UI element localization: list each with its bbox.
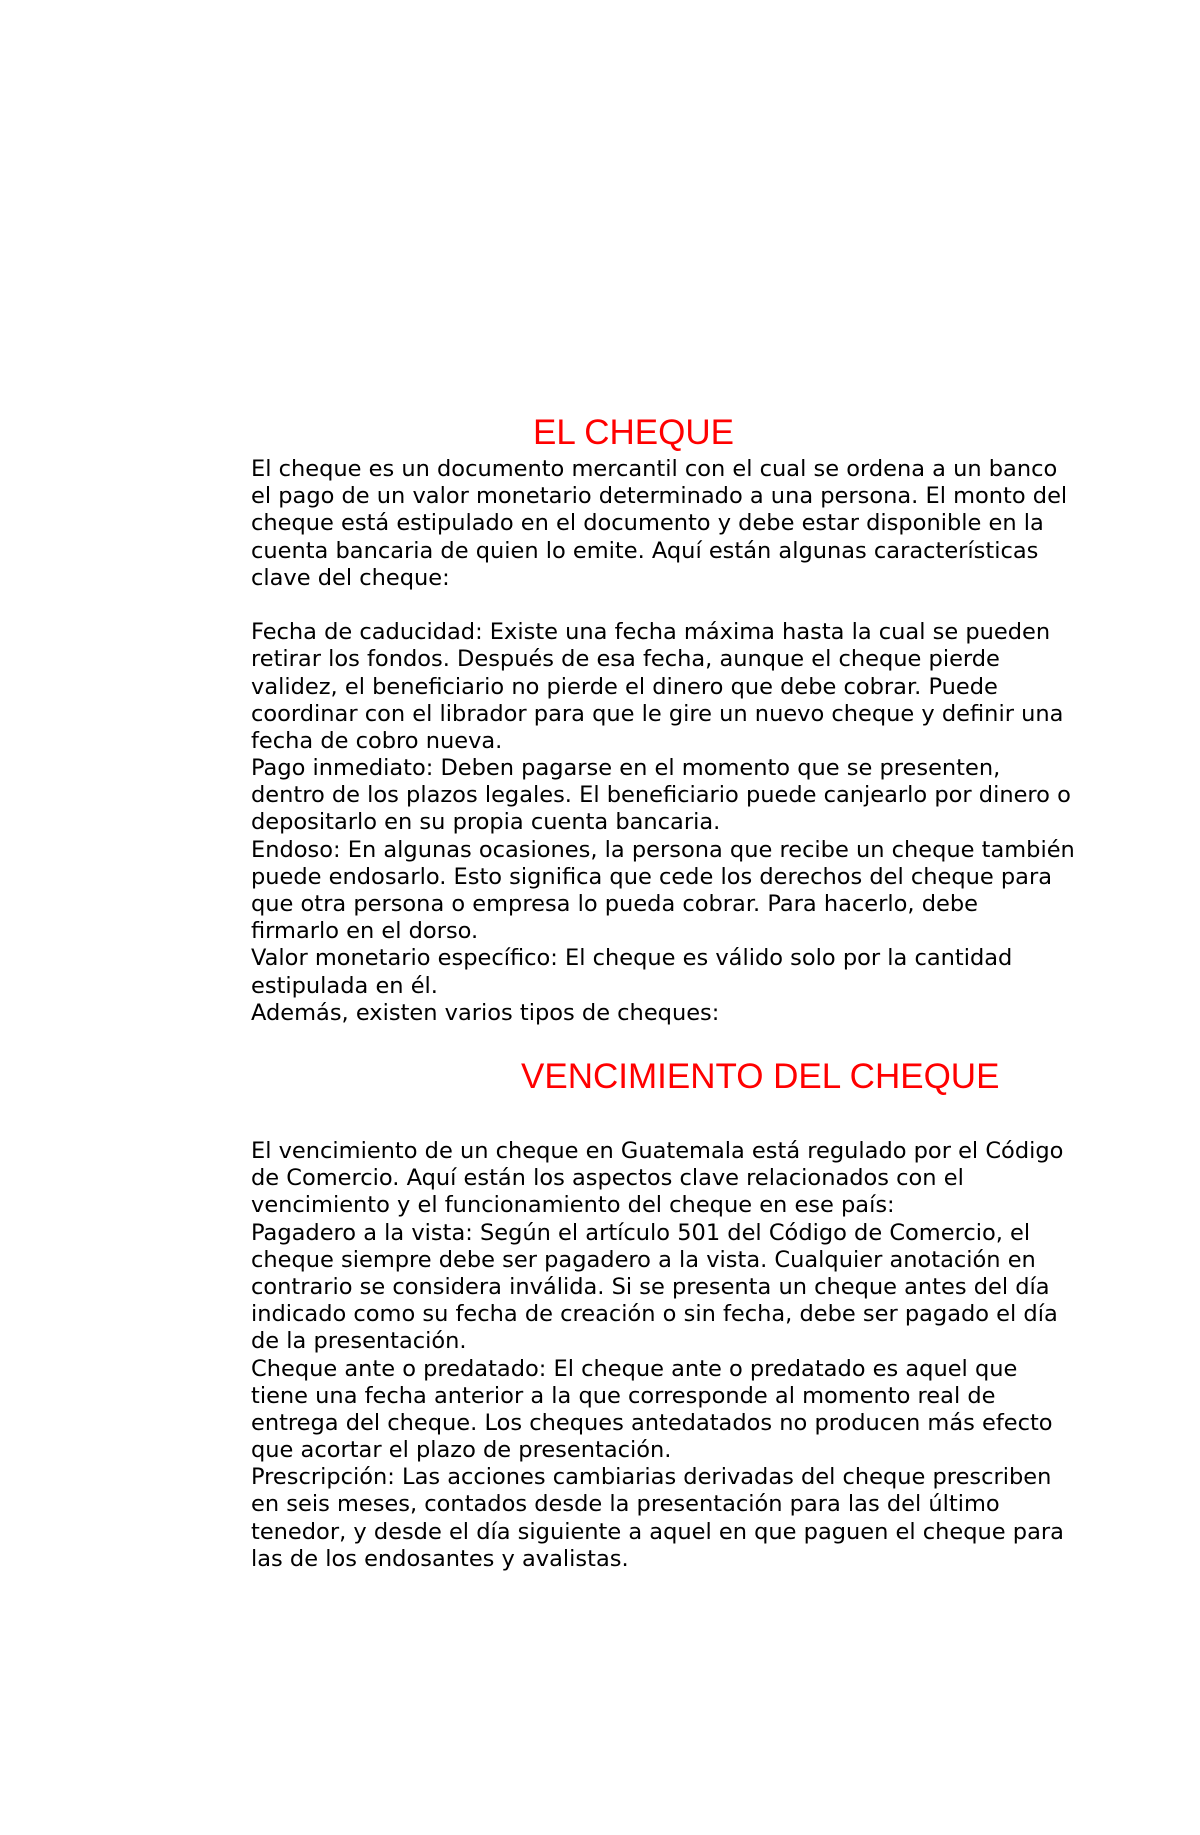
paragraph-line: retirar los fondos. Después de esa fecha, aunque el cheque pierde [251, 646, 1000, 673]
paragraph-line: de la presentación. [251, 1328, 467, 1355]
paragraph-line: contrario se considera inválida. Si se presenta un cheque antes del día [251, 1273, 1050, 1300]
paragraph-line: que acortar el plazo de presentación. [251, 1437, 672, 1464]
paragraph-line: Además, existen varios tipos de cheques: [251, 999, 720, 1026]
paragraph-line: de Comercio. Aquí están los aspectos clave relacionados con el [251, 1165, 964, 1192]
paragraph-line: cuenta bancaria de quien lo emite. Aquí están algunas características [251, 537, 1039, 564]
section-title-vencimiento: VENCIMIENTO DEL CHEQUE [521, 1057, 1000, 1096]
paragraph-line: el pago de un valor monetario determinado a una persona. El monto del [251, 483, 1068, 510]
paragraph-line: Valor monetario específico: El cheque es válido solo por la cantidad [251, 945, 1013, 972]
paragraph-line: fecha de cobro nueva. [251, 727, 503, 754]
paragraph-line: El cheque es un documento mercantil con el cual se ordena a un banco [251, 456, 1058, 482]
paragraph-line: en seis meses, contados desde la presentación para las del último [251, 1491, 1000, 1518]
section-body-el-cheque [251, 456, 1131, 1027]
paragraph-line: depositarlo en su propia cuenta bancaria. [251, 809, 721, 836]
paragraph-line: Cheque ante o predatado: El cheque ante o predatado es aquel que [251, 1355, 1018, 1382]
paragraph-line: dentro de los plazos legales. El beneficiario puede canjearlo por dinero o [251, 782, 1071, 809]
paragraph-line: Pagadero a la vista: Según el artículo 501 del Código de Comercio, el [251, 1219, 1031, 1246]
section-body-vencimiento [251, 1138, 1131, 1573]
paragraph-line: entrega del cheque. Los cheques antedatados no producen más efecto [251, 1409, 1053, 1436]
paragraph-line: tenedor, y desde el día siguiente a aquel en que paguen el cheque para [251, 1518, 1064, 1545]
paragraph-line: firmarlo en el dorso. [251, 918, 479, 945]
paragraph-line: validez, el beneficiario no pierde el dinero que debe cobrar. Puede [251, 673, 998, 700]
paragraph-line: Pago inmediato: Deben pagarse en el momento que se presenten, [251, 755, 1001, 782]
paragraph-line: las de los endosantes y avalistas. [251, 1545, 629, 1572]
paragraph-line: clave del cheque: [251, 564, 450, 591]
paragraph-line: Prescripción: Las acciones cambiarias derivadas del cheque prescriben [251, 1464, 1052, 1491]
paragraph-line: Endoso: En algunas ocasiones, la persona que recibe un cheque también [251, 836, 1075, 863]
paragraph-line: cheque siempre debe ser pagadero a la vista. Cualquier anotación en [251, 1246, 1036, 1273]
paragraph-line: vencimiento y el funcionamiento del cheque en ese país: [251, 1192, 895, 1219]
paragraph-line: tiene una fecha anterior a la que corresponde al momento real de [251, 1382, 996, 1409]
blank-line [251, 592, 1131, 619]
paragraph-line: coordinar con el librador para que le gire un nuevo cheque y definir una [251, 700, 1064, 727]
paragraph-line: El vencimiento de un cheque en Guatemala está regulado por el Código [251, 1138, 1064, 1164]
paragraph-line: indicado como su fecha de creación o sin fecha, debe ser pagado el día [251, 1301, 1058, 1328]
paragraph-line: que otra persona o empresa lo pueda cobrar. Para hacerlo, debe [251, 891, 978, 917]
paragraph-line: cheque está estipulado en el documento y debe estar disponible en la [251, 510, 1044, 537]
paragraph-line: puede endosarlo. Esto significa que cede los derechos del cheque para [251, 863, 1052, 890]
paragraph-line: estipulada en él. [251, 972, 438, 999]
paragraph-line: Fecha de caducidad: Existe una fecha máxima hasta la cual se pueden [251, 619, 1051, 646]
section-title-el-cheque: EL CHEQUE [533, 413, 734, 452]
